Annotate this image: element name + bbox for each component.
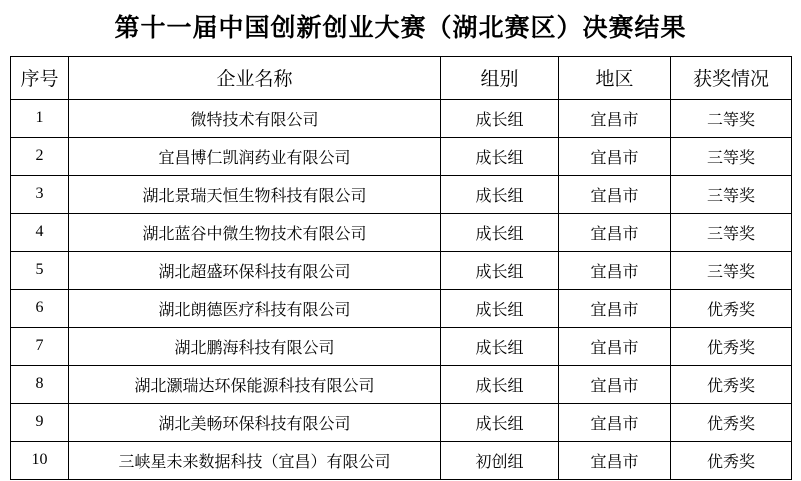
table-row bbox=[11, 441, 792, 479]
cell-region: 宜昌市 bbox=[559, 213, 671, 251]
table-row bbox=[11, 365, 792, 403]
cell-region: 宜昌市 bbox=[559, 403, 671, 441]
results-table bbox=[10, 56, 792, 480]
cell-group: 成长组 bbox=[441, 327, 559, 365]
cell-region: 宜昌市 bbox=[559, 175, 671, 213]
table-row bbox=[11, 175, 792, 213]
cell-award: 优秀奖 bbox=[671, 365, 792, 403]
cell-company: 湖北蓝谷中微生物技术有限公司 bbox=[69, 213, 441, 251]
cell-region: 宜昌市 bbox=[559, 327, 671, 365]
cell-index: 5 bbox=[11, 251, 69, 289]
table-row bbox=[11, 213, 792, 251]
cell-award: 三等奖 bbox=[671, 137, 792, 175]
page-title: 第十一届中国创新创业大赛（湖北赛区）决赛结果 bbox=[114, 15, 687, 42]
table-body bbox=[11, 99, 792, 479]
table-header bbox=[11, 56, 792, 99]
cell-company: 三峡星未来数据科技（宜昌）有限公司 bbox=[69, 441, 441, 479]
cell-index: 6 bbox=[11, 289, 69, 327]
cell-award: 三等奖 bbox=[671, 251, 792, 289]
cell-index: 4 bbox=[11, 213, 69, 251]
cell-company: 湖北鹏海科技有限公司 bbox=[69, 327, 441, 365]
cell-index: 1 bbox=[11, 99, 69, 137]
column-header-award: 获奖情况 bbox=[671, 56, 792, 99]
cell-region: 宜昌市 bbox=[559, 251, 671, 289]
cell-group: 成长组 bbox=[441, 289, 559, 327]
cell-index: 10 bbox=[11, 441, 69, 479]
column-header-group: 组别 bbox=[441, 56, 559, 99]
table-row bbox=[11, 289, 792, 327]
cell-company: 湖北景瑞天恒生物科技有限公司 bbox=[69, 175, 441, 213]
cell-group: 成长组 bbox=[441, 403, 559, 441]
cell-company: 微特技术有限公司 bbox=[69, 99, 441, 137]
column-header-region: 地区 bbox=[559, 56, 671, 99]
table-row bbox=[11, 137, 792, 175]
table-header-row bbox=[11, 56, 792, 99]
cell-region: 宜昌市 bbox=[559, 99, 671, 137]
cell-company: 宜昌博仁凯润药业有限公司 bbox=[69, 137, 441, 175]
cell-region: 宜昌市 bbox=[559, 289, 671, 327]
cell-group: 成长组 bbox=[441, 175, 559, 213]
cell-region: 宜昌市 bbox=[559, 137, 671, 175]
cell-index: 3 bbox=[11, 175, 69, 213]
table-row bbox=[11, 403, 792, 441]
cell-company: 湖北灏瑞达环保能源科技有限公司 bbox=[69, 365, 441, 403]
cell-award: 优秀奖 bbox=[671, 289, 792, 327]
cell-award: 优秀奖 bbox=[671, 403, 792, 441]
cell-award: 三等奖 bbox=[671, 213, 792, 251]
cell-group: 初创组 bbox=[441, 441, 559, 479]
cell-company: 湖北超盛环保科技有限公司 bbox=[69, 251, 441, 289]
column-header-company: 企业名称 bbox=[69, 56, 441, 99]
cell-award: 优秀奖 bbox=[671, 327, 792, 365]
column-header-index: 序号 bbox=[11, 56, 69, 99]
cell-award: 优秀奖 bbox=[671, 441, 792, 479]
table-row bbox=[11, 327, 792, 365]
cell-index: 9 bbox=[11, 403, 69, 441]
cell-index: 8 bbox=[11, 365, 69, 403]
cell-group: 成长组 bbox=[441, 137, 559, 175]
cell-index: 7 bbox=[11, 327, 69, 365]
cell-index: 2 bbox=[11, 137, 69, 175]
cell-group: 成长组 bbox=[441, 365, 559, 403]
cell-award: 二等奖 bbox=[671, 99, 792, 137]
table-row bbox=[11, 251, 792, 289]
cell-group: 成长组 bbox=[441, 251, 559, 289]
table-row bbox=[11, 99, 792, 137]
cell-company: 湖北美畅环保科技有限公司 bbox=[69, 403, 441, 441]
cell-group: 成长组 bbox=[441, 213, 559, 251]
cell-company: 湖北朗德医疗科技有限公司 bbox=[69, 289, 441, 327]
cell-group: 成长组 bbox=[441, 99, 559, 137]
cell-region: 宜昌市 bbox=[559, 441, 671, 479]
cell-region: 宜昌市 bbox=[559, 365, 671, 403]
cell-award: 三等奖 bbox=[671, 175, 792, 213]
